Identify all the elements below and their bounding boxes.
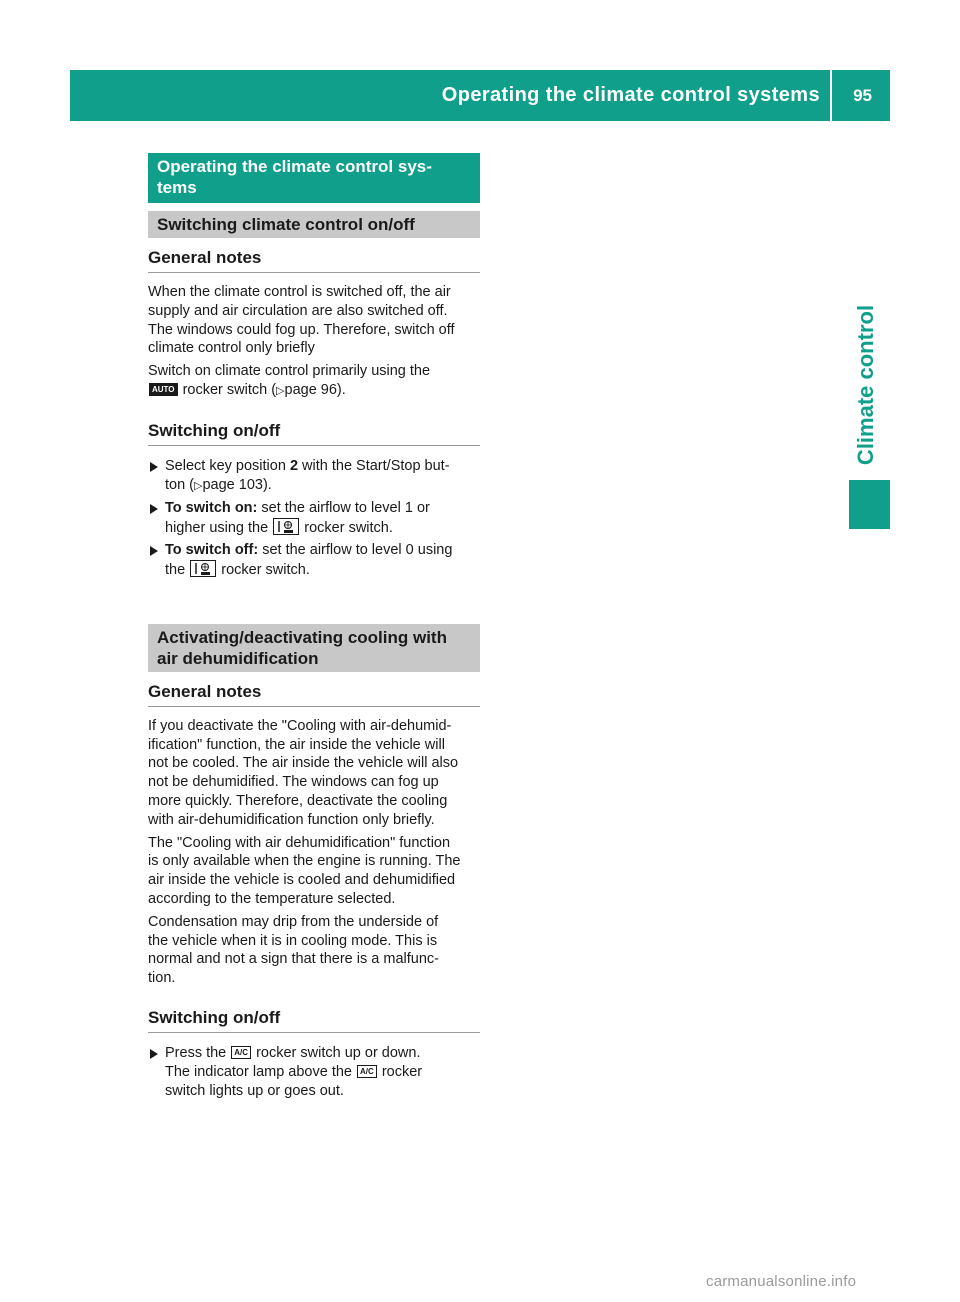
subsection-title: Activating/deactivating cooling with air dehumidification bbox=[148, 624, 480, 672]
paragraph-cooling-availability: The "Cooling with air dehumidification" function is only available when the engine is running. The air inside the vehicle is cooled and dehumidified according to the temperature selected. bbox=[148, 834, 461, 907]
page-number: 95 bbox=[853, 86, 872, 105]
page-ref-triangle-icon: ▷ bbox=[194, 479, 203, 492]
header-bar bbox=[70, 70, 890, 121]
side-tab-marker bbox=[849, 480, 890, 529]
heading-switching-on-off: Switching on/off bbox=[148, 1008, 480, 1033]
page-reference[interactable]: page 96 bbox=[284, 381, 337, 398]
subsection-title: Switching climate control on/off bbox=[148, 211, 480, 238]
fan-off-icon bbox=[190, 560, 216, 577]
paragraph-general-notes: When the climate control is switched off, the air supply and air circulation are also switched off. The windows could fog up. Therefore, switch off climate control only briefly bbox=[148, 284, 455, 357]
side-tab-label: Climate control bbox=[853, 304, 878, 466]
header-title: Operating the climate control systems bbox=[441, 84, 820, 106]
page-ref-triangle-icon: ▷ bbox=[276, 384, 285, 397]
step-item: To switch on: set the airflow to level 1 or higher using the rocker switch. bbox=[148, 499, 480, 538]
content-column bbox=[148, 153, 480, 1101]
side-tab bbox=[842, 290, 890, 480]
fan-off-icon bbox=[273, 518, 299, 535]
step-item: Press the A/C rocker switch up or down. The indicator lamp above the A/C rocker switch lights up or goes out. bbox=[148, 1044, 480, 1101]
ac-key-icon: A/C bbox=[231, 1046, 251, 1059]
header-divider bbox=[830, 70, 832, 121]
paragraph-cooling-deactivate: If you deactivate the "Cooling with air-dehumid- ification" function, the air inside the vehicle will not be cooled. The air inside the vehicle will also not be dehumidified. The windows can fog up more quickly. Therefore, deactivate the cooling with air-dehumidification function only briefly. bbox=[148, 717, 459, 828]
ac-key-icon: A/C bbox=[357, 1065, 377, 1078]
page-reference[interactable]: page 103 bbox=[202, 476, 263, 493]
paragraph-condensation: Condensation may drip from the underside of the vehicle when it is in cooling mode. This is normal and not a sign that there is a malfunc- tion. bbox=[148, 913, 439, 987]
watermark: carmanualsonline.info bbox=[706, 1273, 857, 1290]
step-item: To switch off: set the airflow to level 0 using the rocker switch. bbox=[148, 541, 480, 580]
heading-general-notes: General notes bbox=[148, 682, 480, 707]
auto-key-icon: AUTO bbox=[149, 383, 178, 396]
heading-switching-on-off: Switching on/off bbox=[148, 421, 480, 446]
section-title: Operating the climate control sys- tems bbox=[148, 153, 480, 203]
paragraph-switch-on: Switch on climate control primarily using the AUTO rocker switch (▷page 96). bbox=[148, 363, 431, 398]
heading-general-notes: General notes bbox=[148, 248, 480, 273]
step-item: Select key position 2 with the Start/Stop but- ton (▷page 103). bbox=[148, 457, 480, 496]
